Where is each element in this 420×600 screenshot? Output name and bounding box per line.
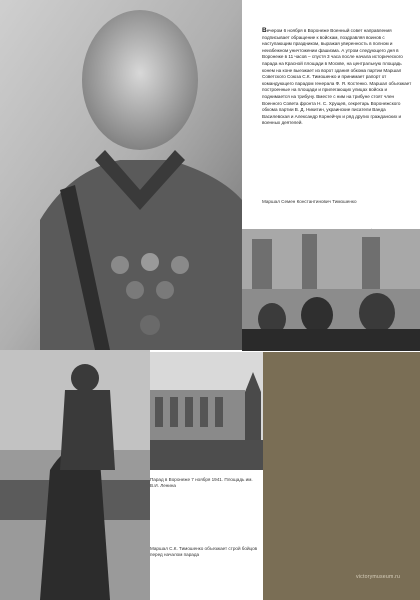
caption-portrait: Маршал Семен Константинович Тимошенко [262, 199, 357, 204]
portrait-photo [0, 0, 242, 350]
site-url: victorymuseum.ru [356, 574, 401, 580]
horseback-photo [0, 350, 150, 600]
article-body: ечером 6 ноября в Воронеже Военный совет направления подписывает обращение к войскам, поздравляя воинов с наступающим праздником, выражая уверенность в полном и неизбежном уничтожении фашизма. А утром следующего дня в Воронеже в 11 часов – спустя 3 часа после начала исторического парада на Красной площади в Москве, на центральную площадь конем на коне выезжает из ворот здания обкома партии Маршал Советского Союза С.К. Тимошенко и принимает рапорт от командующего парадом генерала Ф. Я. Костенко. Маршал объезжает построенные на площади и прилегающих улицах войска и поднимается на трибуну. Вместе с ним на трибуне стоят член Военного Совета фронта Н. С. Хрущев, секретарь Воронежского обкома партии В. Д. Никитин, украинские писатели Ванда Василевская и Александр Корнейчук и ряд других гражданских и военных деятелей. [262, 28, 412, 126]
drop-cap: В [262, 27, 267, 34]
tribune-photo [242, 229, 420, 351]
caption-horseback: Маршал С.К. Тимошенко объезжает строй бойцов перед началом парада [150, 546, 258, 558]
main-article-text [262, 28, 412, 127]
olive-background-panel [263, 352, 420, 600]
caption-parade: Парад в Воронеже 7 ноября 1941. Площадь им. В.И. Ленина [150, 477, 253, 489]
parade-photo [150, 352, 263, 470]
